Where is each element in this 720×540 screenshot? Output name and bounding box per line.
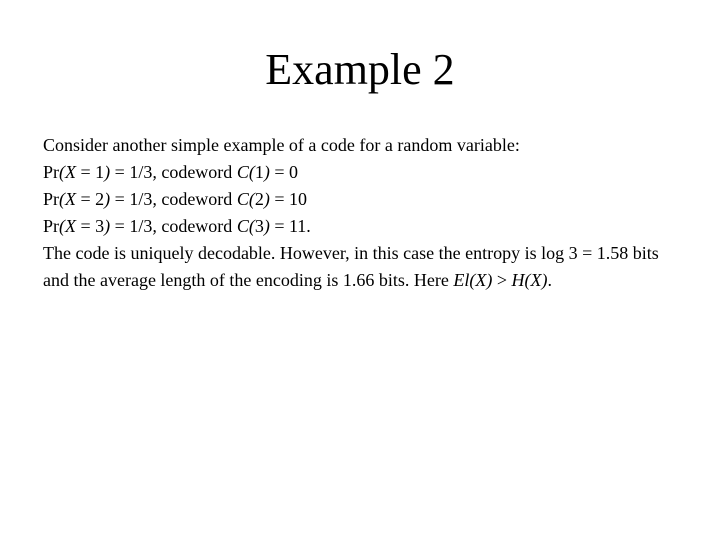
comma: ,: [152, 189, 157, 209]
probability-row-3: [43, 213, 663, 240]
codeword-argument: 1: [254, 162, 264, 182]
pr-prefix: Pr: [43, 162, 60, 182]
probability-value: = 1/3: [110, 189, 153, 209]
comma: ,: [152, 162, 157, 182]
codeword-argument: 2: [254, 189, 264, 209]
codeword-function: C(: [236, 162, 255, 182]
conclusion-paragraph: [43, 240, 663, 294]
probability-row-1: [43, 159, 663, 186]
pr-variable: (X: [59, 162, 77, 182]
pr-prefix: Pr: [43, 189, 60, 209]
conclusion-end: .: [547, 270, 552, 290]
intro-text: Consider another simple example of a code for a random variable:: [43, 135, 520, 155]
codeword-close: ): [263, 216, 270, 236]
entropy-symbol: H(X): [511, 270, 548, 290]
slide-title: Example 2: [265, 45, 455, 94]
codeword-argument: 3: [254, 216, 264, 236]
greater-than: >: [492, 270, 512, 290]
pr-prefix: Pr: [43, 216, 60, 236]
expected-length-symbol: El(X): [453, 270, 493, 290]
pr-variable: (X: [59, 216, 77, 236]
codeword-value: = 10: [269, 189, 307, 209]
codeword-function: C(: [236, 189, 255, 209]
codeword-label: codeword: [156, 189, 237, 209]
codeword-value: = 11.: [269, 216, 311, 236]
pr-close: ): [104, 189, 111, 209]
pr-equals: = 3: [76, 216, 105, 236]
probability-row-2: [43, 186, 663, 213]
codeword-function: C(: [236, 216, 255, 236]
codeword-close: ): [263, 189, 270, 209]
pr-close: ): [104, 216, 111, 236]
pr-equals: = 2: [76, 189, 105, 209]
comma: ,: [152, 216, 157, 236]
pr-close: ): [104, 162, 111, 182]
probability-value: = 1/3: [110, 162, 153, 182]
codeword-label: codeword: [156, 162, 237, 182]
pr-variable: (X: [59, 189, 77, 209]
conclusion-text: The code is uniquely decodable. However, in this case the entropy is log 3 = 1.58 bits and the average length of the encoding is 1.66 bits. Here: [43, 243, 659, 290]
slide-body: [43, 132, 663, 294]
codeword-close: ): [263, 162, 270, 182]
pr-equals: = 1: [76, 162, 105, 182]
probability-value: = 1/3: [110, 216, 153, 236]
codeword-label: codeword: [156, 216, 237, 236]
codeword-value: = 0: [269, 162, 298, 182]
